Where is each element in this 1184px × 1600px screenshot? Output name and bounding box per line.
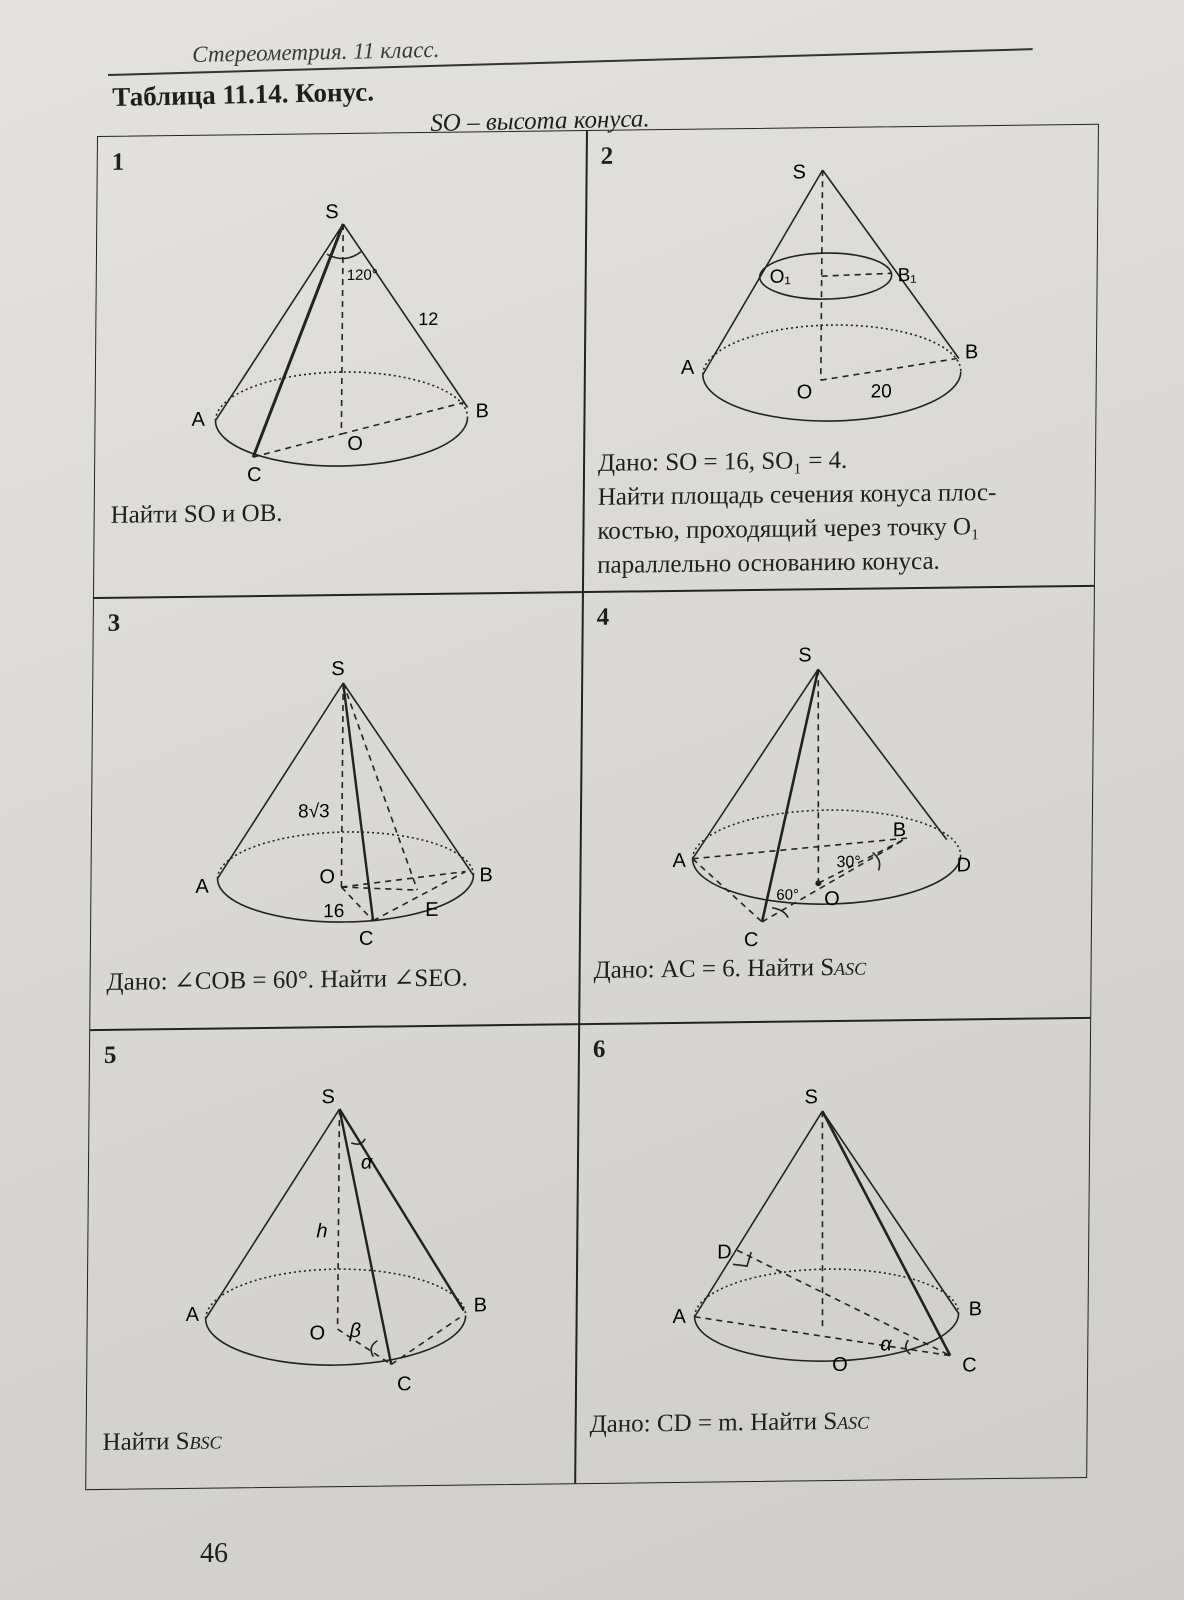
generatrix-sb [342,222,470,409]
problem-cell-4 [579,586,1094,1023]
label-a: A [672,1305,687,1329]
generatrix-sb [821,1109,961,1315]
task-given: Дано: SO = 16, SO₁ = 4. [597,446,848,477]
label-o: O [796,381,813,404]
label-a: A [195,875,209,898]
label-e: E [425,898,439,922]
label-s: S [804,1086,818,1109]
problem-cell-2 [583,125,1098,591]
cone-figure-5 [86,1024,578,1489]
height-so [341,224,343,434]
generatrix-sa [703,170,823,374]
segment-ab [693,838,907,859]
label-o: O [347,432,363,455]
radius-o1b1 [822,273,892,276]
label-s: S [798,644,812,667]
generatrix-sd [817,668,948,842]
label-o1: O₁ [769,266,791,288]
label-side: 12 [418,308,439,330]
generatrix-sb [341,681,475,877]
problem-number: 3 [107,609,121,637]
segment-cd [736,1248,951,1359]
label-c: C [962,1354,977,1377]
segment-sc [337,1108,393,1365]
task-text: Найти SO и OB. [110,499,283,529]
problem-cell-3 [90,592,582,1029]
problem-number: 6 [592,1035,606,1063]
base-ellipse-back [693,808,961,858]
generatrix-sa [206,1109,340,1319]
height-so [338,1109,340,1329]
label-a: A [191,408,205,431]
right-angle-mark [733,1252,751,1266]
task-text: Дано: CD = m. Найти SASC [589,1408,870,1439]
problem-cell-6 [575,1018,1090,1483]
label-c: C [743,928,759,952]
segment-sc [762,669,818,922]
label-o: O [319,866,336,889]
label-a: A [185,1303,200,1326]
segment-oc [337,1328,391,1365]
label-c: C [396,1373,412,1396]
height-so [821,1111,825,1327]
task-text: Дано: ∠COB = 60°. Найти ∠SEO. [106,964,468,996]
label-beta: β [349,1319,362,1342]
label-alpha: α [360,1151,373,1174]
height-so [821,170,823,380]
problem-cell-1 [94,131,586,597]
base-ellipse-front [205,1316,465,1367]
generatrix-sb [338,1108,466,1313]
label-s: S [321,1086,336,1109]
label-angle-30: 30° [836,853,861,871]
task-text [597,441,1083,583]
point-o [815,880,821,886]
label-b: B [473,1294,488,1317]
table-subtitle: SO – высота конуса. [430,105,650,137]
generatrix-sa [218,683,344,879]
label-d: D [717,1241,732,1264]
problem-number: 2 [600,142,614,170]
label-b: B [892,819,907,842]
label-alpha: α [880,1333,892,1356]
segment-ac [692,858,763,923]
segment-se [341,682,419,891]
task-line-2: костью, проходящий через точку O₁ [597,513,980,545]
label-c: C [358,927,374,950]
label-b: B [968,1298,983,1321]
table-title: Таблица 11.14. Конус. [112,76,375,112]
label-s: S [331,657,345,681]
segment-oe [341,886,417,891]
label-a: A [672,849,687,872]
label-angle: 120° [346,266,378,284]
label-d: D [956,854,972,877]
label-radius: 20 [870,381,892,403]
problem-number: 4 [596,603,610,631]
label-o: O [832,1353,848,1377]
label-angle-60: 60° [776,886,800,904]
segment-ob [818,838,906,883]
generatrix-sa [693,669,819,859]
label-b1: B₁ [897,264,917,287]
problem-table [85,124,1099,1490]
segment-sc [820,1110,952,1358]
generatrix-sa [695,1111,823,1317]
label-b: B [479,864,493,887]
angle-arc-alpha [906,1340,911,1354]
problem-number: 1 [111,148,125,176]
page-number: 46 [200,1538,228,1569]
base-ellipse-back [695,1268,959,1317]
task-text: Найти SBSC [102,1427,222,1456]
segment-ob [341,872,465,888]
base-ellipse-front [694,1314,958,1363]
segment-cb [391,1318,459,1365]
label-s: S [792,161,807,184]
label-o: O [824,887,840,911]
task-line-3: параллельно основанию конуса. [597,547,940,579]
running-title: Стереометрия. 11 класс. [192,36,440,67]
base-ellipse-back [206,1268,466,1319]
label-a: A [680,356,695,379]
base-ellipse-back [703,323,961,374]
label-h: h [316,1220,328,1243]
height-so [816,669,820,883]
task-text: Дано: AC = 6. Найти SASC [593,954,867,984]
label-radius: 16 [323,901,345,923]
task-line-1: Найти площадь сечения конуса плос- [597,479,997,511]
generatrix-sb [821,168,961,360]
height-so [341,683,343,887]
label-o: O [309,1322,326,1345]
label-c: C [246,464,262,487]
label-s: S [325,201,339,224]
label-b: B [964,341,979,364]
problem-number: 5 [103,1041,117,1069]
label-b: B [475,400,489,423]
radius-ob [821,359,957,381]
segment-co [253,434,341,457]
problem-cell-5 [86,1024,578,1489]
segment-ob [341,403,463,434]
label-height: 8√3 [297,801,330,823]
base-ellipse-front [702,371,960,422]
base-ellipse-back [218,830,474,878]
angle-arc-60 [772,908,788,918]
